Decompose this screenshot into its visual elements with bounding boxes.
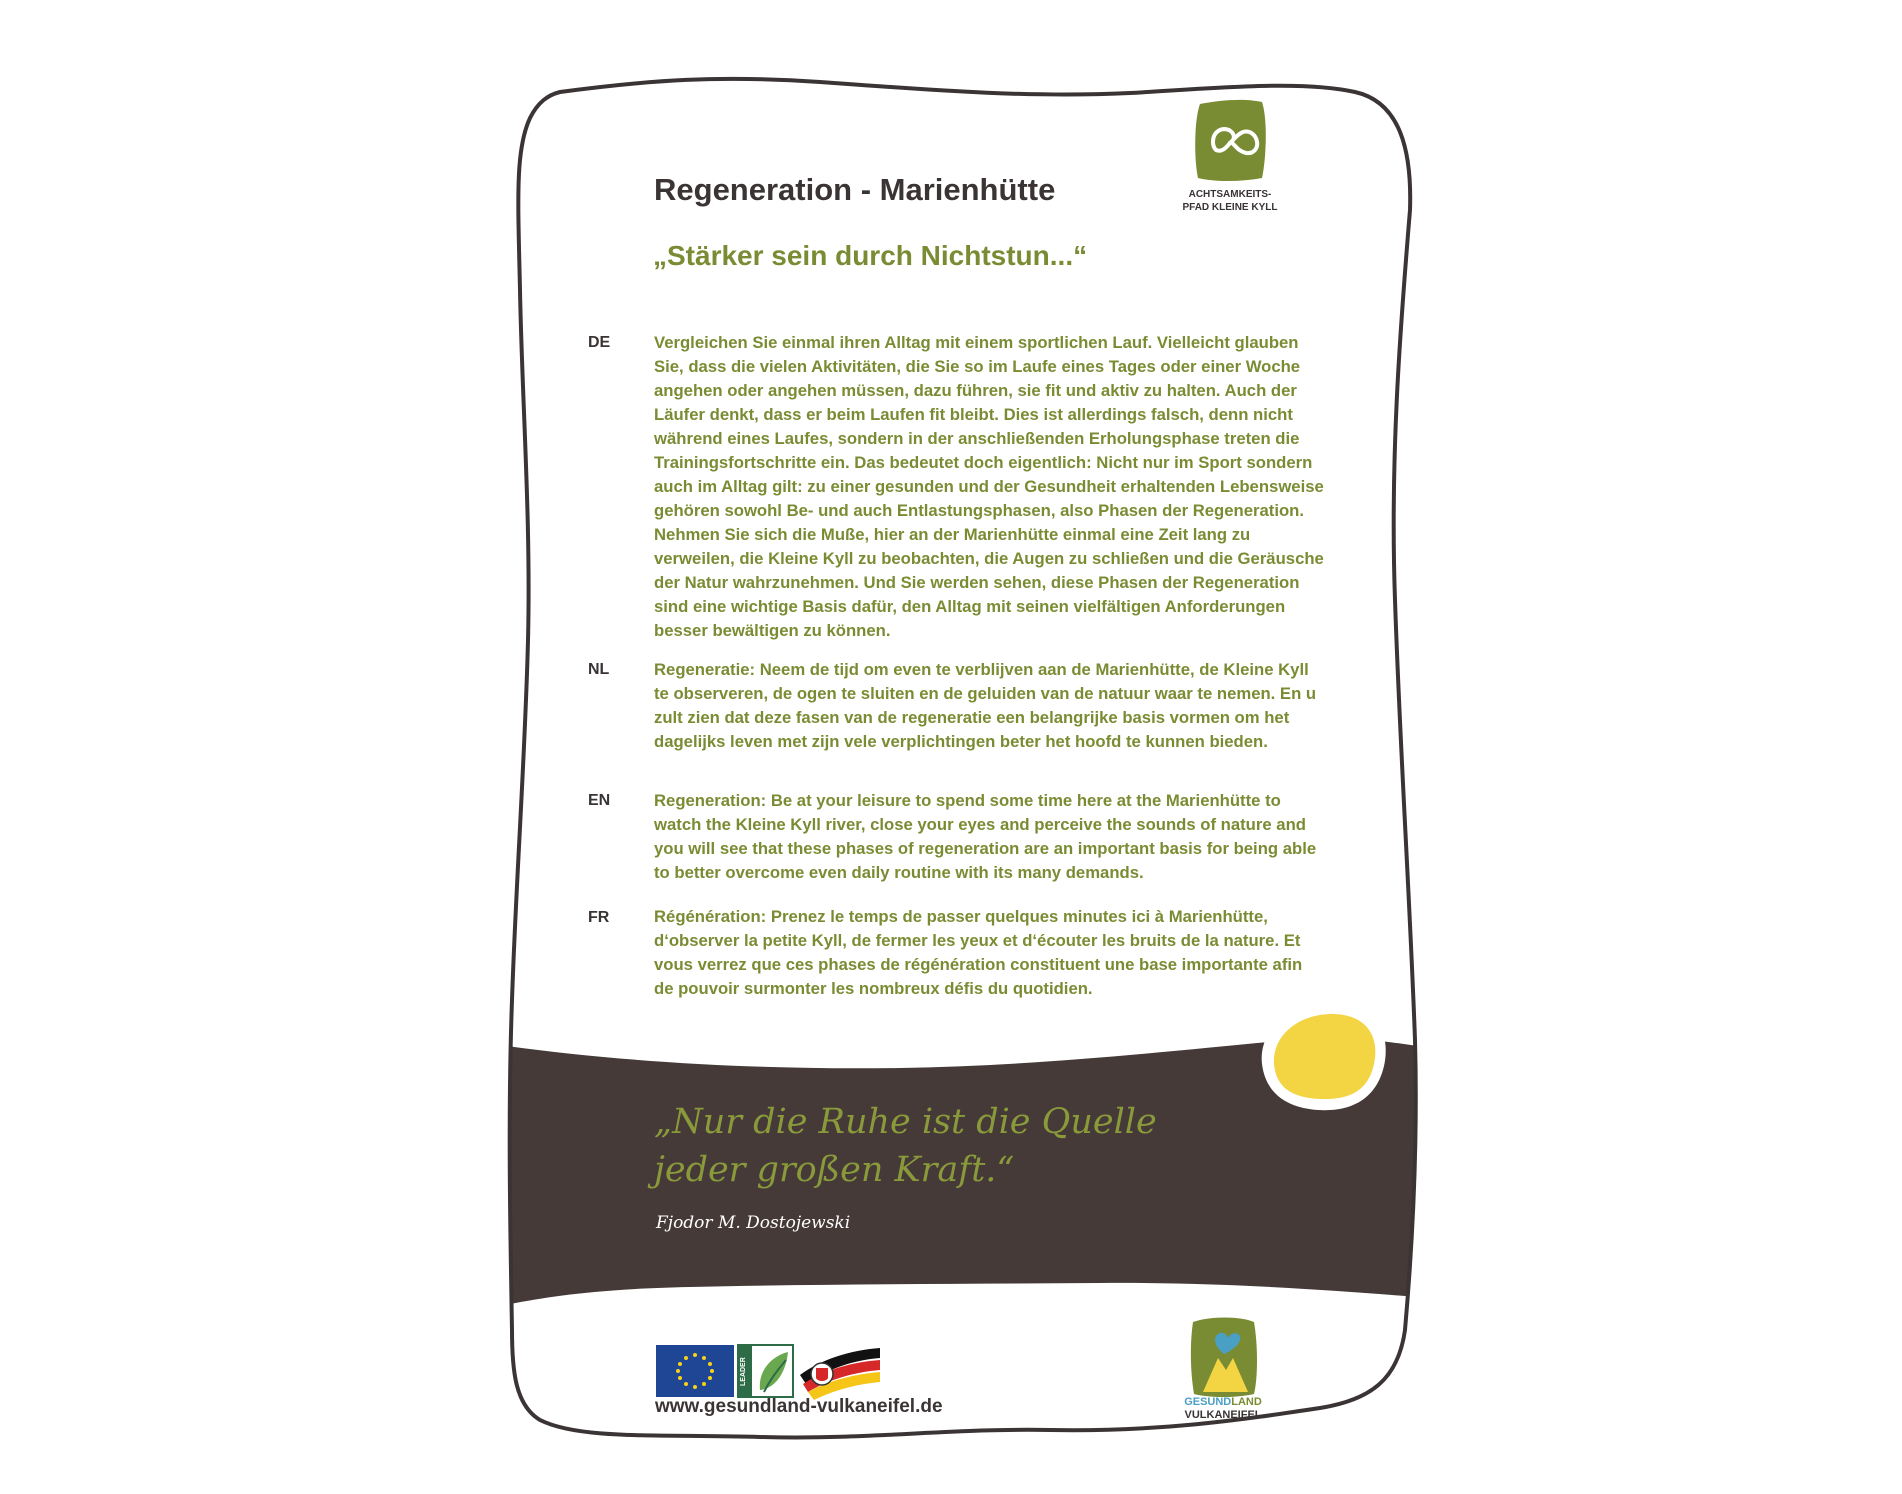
- page-title: Regeneration - Marienhütte: [654, 172, 1056, 207]
- section-text-fr: Régénération: Prenez le temps de passer quelques minutes ici à Marienhütte, d‘observer la petite Kyll, de fermer les yeux et d‘écouter les bruits de la nature. Et vous verrez que ces phases de régénération constituent une base importante afin de pouvoir surmonter les nombreux défis du quotidien.: [654, 907, 1303, 998]
- brand-line2: VULKANEIFEL: [1184, 1409, 1262, 1421]
- gesundland-caption: [1178, 1396, 1268, 1422]
- brand-part1: GESUND: [1184, 1396, 1232, 1408]
- lang-label-nl: NL: [588, 661, 610, 678]
- infinity-logo-icon: [1195, 100, 1266, 181]
- section-text-nl: Regeneratie: Neem de tijd om even te verblijven aan de Marienhütte, de Kleine Kyll te observeren, de ogen te sluiten en de geluiden van de natuur waar te nemen. En u zult zien dat deze fasen van de regeneratie een belangrijke basis vormen om het dagelijks leven met zijn vele verplichtingen beter het hoofd te kunnen bieden.: [654, 660, 1317, 751]
- page-subtitle: „Stärker sein durch Nichtstun...“: [653, 240, 1088, 271]
- brand-part2: LAND: [1231, 1396, 1262, 1408]
- lang-label-de: DE: [588, 334, 611, 351]
- section-text-de: Vergleichen Sie einmal ihren Alltag mit einem sportlichen Lauf. Vielleicht glauben Sie, dass die vielen Aktivitäten, die Sie so im Laufe eines Tages oder einer Woche angehen oder angehen müssen, dazu führen, sie fit und aktiv zu halten. Auch der Läufer denkt, dass er beim Laufen fit bleibt. Dies ist allerdings falsch, denn nicht während eines Laufes, sondern in der anschließenden Erholungsphase treten die Trainingsfortschritte ein. Das bedeutet doch eigentlich: Nicht nur im Sport sondern auch im Alltag gilt: zu einer gesunden und der Gesundheit erhaltenden Lebensweise gehören sowohl Be- und auch Entlastungsphasen, also Phasen der Regeneration. Nehmen Sie sich die Muße, hier an der Marienhütte einmal eine Zeit lang zu verweilen, die Kleine Kyll zu beobachten, die Augen zu schließen und die Geräusche der Natur wahrzunehmen. Und Sie werden sehen, diese Phasen der Regeneration sind eine wichtige Basis dafür, den Alltag mit seinen vielfältigen Anforderungen besser bewältigen zu können.: [654, 333, 1324, 640]
- eu-flag-icon: [656, 1345, 734, 1397]
- gesundland-logo-icon: [1191, 1318, 1257, 1398]
- website-url: www.gesundland-vulkaneifel.de: [655, 1396, 943, 1417]
- section-text-en: Regeneration: Be at your leisure to spend some time here at the Marienhütte to watch the Kleine Kyll river, close your eyes and perceive the sounds of nature and you will see that these phases of regeneration are an important basis for being able to better overcome even daily routine with its many demands.: [654, 791, 1317, 882]
- quote-text: „Nur die Ruhe ist die Quelle jeder großen Kraft.“: [654, 1102, 1157, 1190]
- lang-label-en: EN: [588, 792, 611, 809]
- lang-label-fr: FR: [588, 909, 610, 926]
- leader-label: LEADER: [740, 1357, 747, 1387]
- logo-caption-line2: PFAD KLEINE KYLL: [1182, 202, 1278, 213]
- logo-caption-line1: ACHTSAMKEITS-: [1188, 189, 1272, 200]
- logo-caption: [1170, 188, 1290, 214]
- quote-author: Fjodor M. Dostojewski: [656, 1213, 851, 1233]
